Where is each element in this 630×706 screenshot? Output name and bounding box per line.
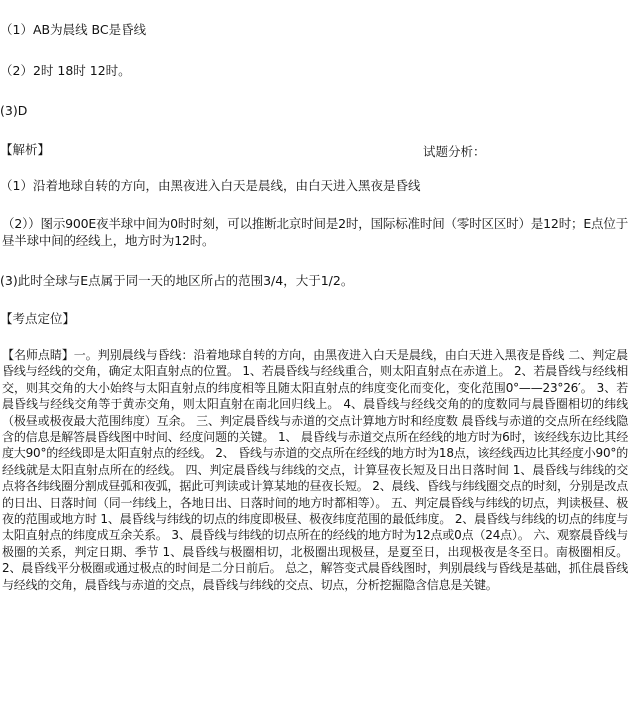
analysis-label: 试题分析： <box>423 144 486 159</box>
answer-2: （2）2时 18时 12时。 <box>0 63 131 78</box>
jiexi-paragraph-3: (3)此时全球与E点属于同一天的地区所占的范围3/4，大于1/2。 <box>0 273 354 288</box>
mingshi-paragraph: 【名师点睛】一。判别晨线与昏线：沿着地球自转的方向，由黑夜进入白天是晨线，由白天进入黑夜是昏线 二、判定晨昏线与经线的交角，确定太阳直射点的位置。 1、若晨昏线与经线重合，则太阳直射点在赤道上。 2、若晨昏线与经线相交，则其交角的大小始终与太阳直射点的纬度相等且随太阳直射点的纬度变化而变化，变化范围0°——23°26′。 3、若晨昏线与经线交角等于黄赤交角，则太阳直射在南北回归线上。 4、晨昏线与经线交角的的度数同与晨昏圈相切的纬线（极昼或极夜最大范围纬度）互余。 三、判定晨昏线与赤道的交点计算地方时和经度数 晨昏线与赤道的交点所在经线隐含的信息是解答晨昏线图中时间、经度问题的关键。 1、 晨昏线与赤道交点所在经线的地方时为6时，该经线东边比其经度大90°的经线即是太阳直射点的经线。 2、 昏线与赤道的交点所在经线的地方时为18点，该经线西边比其经度小90°的经线就是太阳直射点所在的经线。 四、判定晨昏线与纬线的交点，计算昼夜长短及日出日落时间 1、晨昏线与纬线的交点将各纬线圈分割成昼弧和夜弧，据此可判读或计算某地的昼夜长短。 2、晨线、昏线与纬线圈交点的时刻，分别是改点的日出、日落时间（同一纬线上，各地日出、日落时间的地方时都相等）。 五、判定晨昏线与纬线的切点，判读极昼、极夜的范围或地方时 1、晨昏线与纬线的切点的纬度即极昼、极夜纬度范围的最低纬度。 2、晨昏线与纬线的切点的纬度与太阳直射点的纬度成互余关系。 3、晨昏线与纬线的切点所在的经线的地方时为12点或0点（24点）。 六、观察晨昏线与极圈的关系，判定日期、季节 1、晨昏线与极圈相切，北极圈出现极昼，是夏至日，出现极夜是冬至日。南极圈相反。 2、晨昏线平分极圈或通过极点的时间是二分日前后。 总之，解答变式晨昏线图时，判别晨线与昏线是基础，抓住晨昏线与经线的交角，晨昏线与赤道的交点，晨昏线与纬线的交点、切点，分析挖掘隐含信息是关键。 <box>2 348 628 592</box>
kaodian-heading: 【考点定位】 <box>0 311 76 326</box>
answer-1: （1）AB为晨线 BC是昏线 <box>0 22 147 37</box>
jiexi-heading: 【解析】 <box>0 142 51 157</box>
jiexi-paragraph-2: （2））图示900E夜半球中间为0时时刻，可以推断北京时间是2时，国际标准时间（零时区区时）是12时；E点位于昼半球中间的经线上，地方时为12时。 <box>2 216 628 248</box>
jiexi-paragraph-1: （1）沿着地球自转的方向，由黑夜进入白天是晨线，由白天进入黑夜是昏线 <box>0 178 421 193</box>
answer-3: (3)D <box>0 103 28 118</box>
